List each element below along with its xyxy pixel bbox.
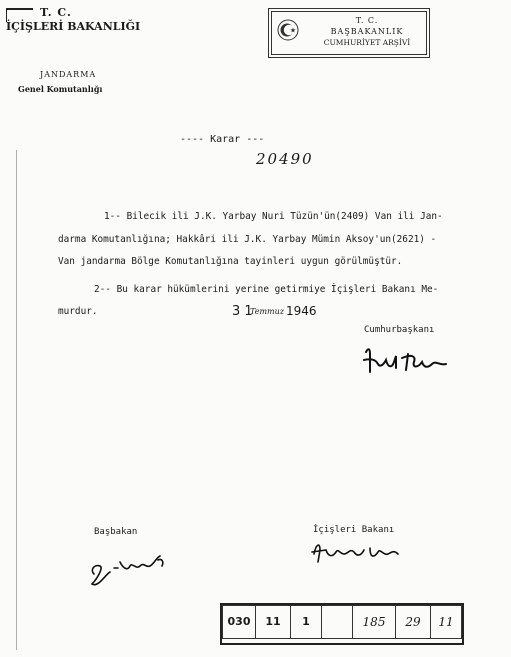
date-year: 1946 <box>286 304 317 318</box>
interior-minister-signature <box>310 536 420 566</box>
reference-cell: 11 <box>430 605 462 639</box>
archive-reference <box>222 605 462 639</box>
letterhead-tc: T. C. <box>40 6 72 19</box>
reference-cell: 11 <box>255 605 290 639</box>
president-title: Cumhurbaşkanı <box>364 325 435 335</box>
stamp-line2: BAŞBAKANLIK <box>330 27 404 36</box>
president-signature <box>362 338 462 378</box>
decision-heading: ---- Karar --- <box>180 134 265 145</box>
stamp-line3: CUMHURİYET ARŞİVİ <box>323 38 411 47</box>
reference-cell: 185 <box>352 605 395 639</box>
reference-cell: 030 <box>222 605 255 639</box>
interior-minister-title: İçişleri Bakanı <box>313 525 395 535</box>
letterhead-unit: JANDARMA <box>40 70 97 79</box>
margin-line <box>16 150 17 650</box>
reference-cell: 29 <box>395 605 430 639</box>
prime-minister-signature <box>84 544 184 594</box>
stamp-line1: T. C. <box>355 16 379 25</box>
date-day: 3 1 <box>232 304 253 319</box>
letterhead-command: Genel Komutanlığı <box>18 84 103 94</box>
reference-cell: 1 <box>290 605 321 639</box>
body-line: 2-- Bu karar hükümlerini yerine getirmiye İçişleri Bakanı Me- <box>94 284 439 295</box>
body-line: Van jandarma Bölge Komutanlığına tayinleri uygun görülmüştür. <box>58 256 403 267</box>
body-line: darma Komutanlığına; Hakkâri ili J.K. Yarbay Mümin Aksoy'un(2621) - <box>58 234 437 245</box>
body-line: 1-- Bilecik ili J.K. Yarbay Nuri Tüzün'ün(2409) Van ili Jan- <box>104 211 443 222</box>
body-line: murdur. <box>58 306 98 317</box>
crescent-star-icon <box>277 19 299 41</box>
date-month: Temmuz <box>250 307 284 316</box>
archive-stamp <box>268 8 430 58</box>
letterhead-ministry: İÇİŞLERİ BAKANLIĞI <box>6 20 141 33</box>
prime-minister-title: Başbakan <box>94 527 138 537</box>
reference-cell <box>321 605 352 639</box>
decision-number: 20490 <box>256 150 314 168</box>
